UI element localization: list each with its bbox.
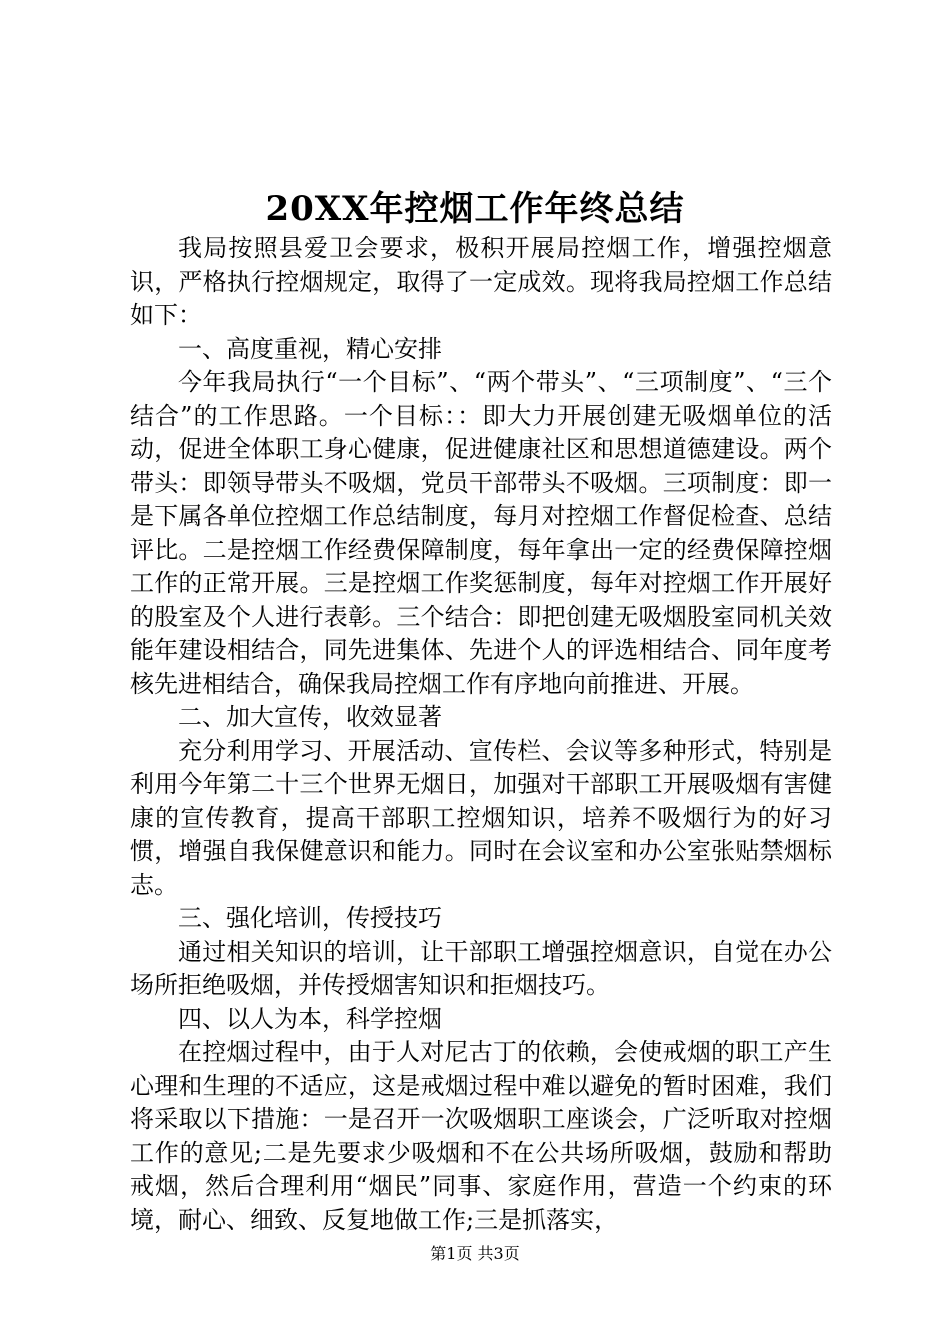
paragraph: 通过相关知识的培训，让干部职工增强控烟意识，自觉在办公场所拒绝吸烟，并传授烟害知识和拒烟技巧。 xyxy=(130,937,832,999)
section-heading: 一、高度重视，精心安排 xyxy=(178,334,442,363)
paragraph: 今年我局执行“一个目标”、“两个带头”、“三项制度”、“三个结合”的工作思路。一个目标：：即大力开展创建无吸烟单位的活动，促进全体职工身心健康，促进健康社区和思想道德建设。两个带头：即领导带头不吸烟，党员干部带头不吸烟。三项制度：即一是下属各单位控烟工作总结制度，每月对控烟工作督促检查、总结评比。二是控烟工作经费保障制度，每年拿出一定的经费保障控烟工作的正常开展。三是控烟工作奖惩制度，每年对控烟工作开展好的股室及个人进行表彰。三个结合：即把创建无吸烟股室同机关效能年建设相结合，同先进集体、先进个人的评选相结合、同年度考核先进相结合，确保我局控烟工作有序地向前推进、开展。 xyxy=(130,368,832,698)
page-footer: 第1页 共3页 xyxy=(430,1244,520,1263)
document-body xyxy=(130,232,832,1237)
document-title: 20XX年控烟工作年终总结 xyxy=(265,189,685,229)
paragraph: 在控烟过程中，由于人对尼古丁的依赖，会使戒烟的职工产生心理和生理的不适应，这是戒烟过程中难以避免的暂时困难，我们将采取以下措施：一是召开一次吸烟职工座谈会，广泛听取对控烟工作的意见;二是先要求少吸烟和不在公共场所吸烟，鼓励和帮助戒烟，然后合理利用“烟民”同事、家庭作用，营造一个约束的环境，耐心、细致、反复地做工作;三是抓落实， xyxy=(130,1038,832,1234)
section-heading: 四、以人为本，科学控烟 xyxy=(178,1004,442,1033)
paragraph: 充分利用学习、开展活动、宣传栏、会议等多种形式，特别是利用今年第二十三个世界无烟日，加强对干部职工开展吸烟有害健康的宣传教育，提高干部职工控烟知识，培养不吸烟行为的好习惯，增强自我保健意识和能力。同时在会议室和办公室张贴禁烟标志。 xyxy=(130,736,832,899)
paragraph: 我局按照县爱卫会要求，极积开展局控烟工作，增强控烟意识，严格执行控烟规定，取得了一定成效。现将我局控烟工作总结如下： xyxy=(130,234,832,329)
section-heading: 三、强化培训，传授技巧 xyxy=(178,904,442,932)
section-heading: 二、加大宣传，收效显著 xyxy=(178,703,442,731)
